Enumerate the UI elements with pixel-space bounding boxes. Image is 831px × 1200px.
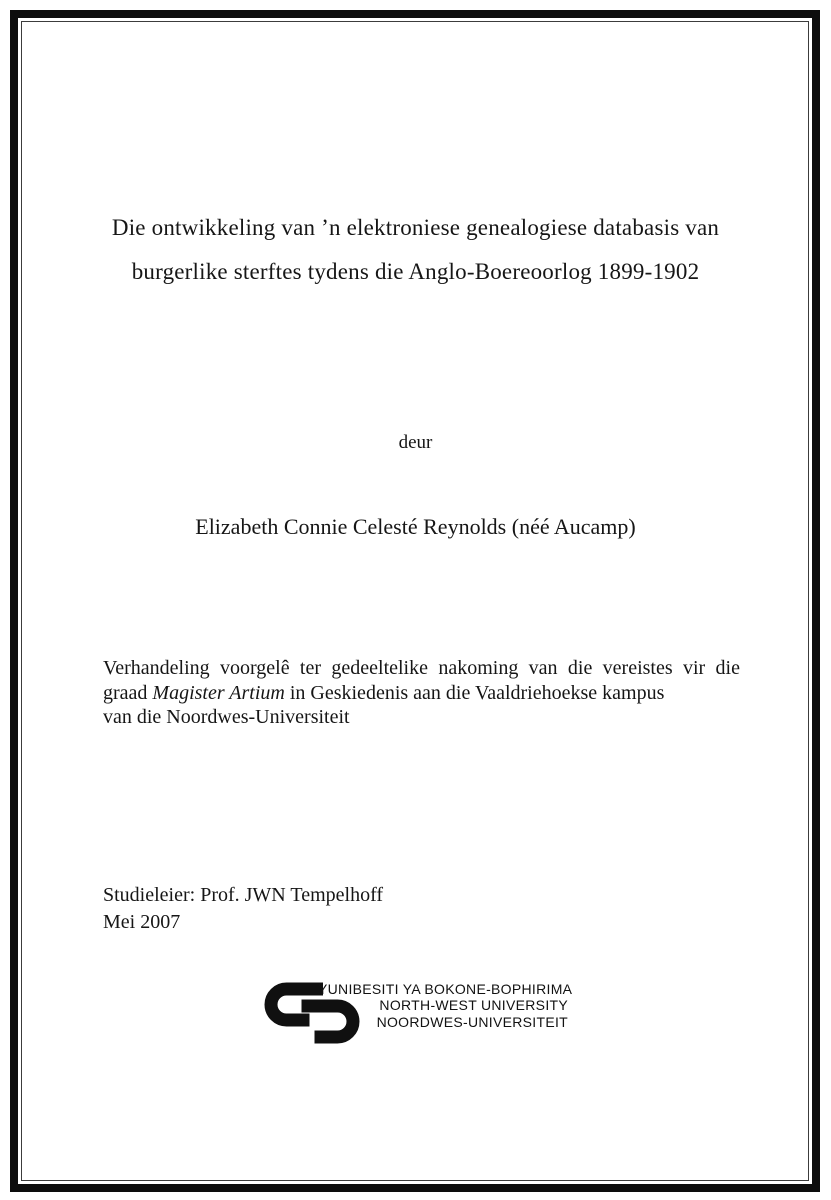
thesis-title: [60, 206, 771, 294]
author-name: Elizabeth Connie Celesté Reynolds (néé Aucamp): [195, 514, 636, 539]
degree-name-italic: Magister Artium: [152, 681, 285, 704]
supervisor-block: [103, 882, 383, 935]
supervisor-line: Studieleier: Prof. JWN Tempelhoff: [103, 884, 384, 906]
degree-statement-line-3: van die Noordwes-Universiteit: [103, 706, 350, 728]
thesis-title-line-2: burgerlike sterftes tydens die Anglo-Boereoorlog 1899-1902: [131, 259, 700, 284]
thesis-title-line-1: Die ontwikkeling van ’n elektroniese genealogiese databasis van: [111, 215, 720, 240]
degree-statement-line-1: Verhandeling voorgelê ter gedeeltelike nakoming van die vereistes vir die: [103, 657, 740, 679]
degree-statement-line-2: [103, 681, 740, 706]
degree-statement: [103, 656, 740, 730]
logo-text-setswana: YUNIBESITI YA BOKONE-BOPHIRIMA: [318, 981, 573, 997]
university-logo-text: [318, 981, 573, 1030]
logo-text-english: NORTH-WEST UNIVERSITY: [379, 997, 568, 1014]
date-line: Mei 2007: [103, 910, 181, 933]
university-logo: [260, 975, 580, 1055]
degree-statement-line-2-suffix: in Geskiedenis aan die Vaaldriehoekse kampus: [284, 681, 665, 704]
byline: deur: [398, 432, 433, 453]
logo-text-afrikaans: NOORDWES-UNIVERSITEIT: [376, 1013, 568, 1030]
degree-statement-line-2-prefix: graad: [103, 681, 153, 704]
